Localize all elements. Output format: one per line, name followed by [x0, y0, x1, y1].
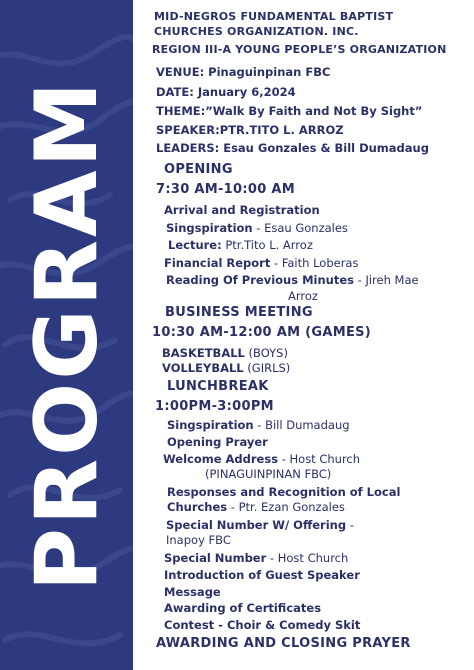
- opening-singspiration: Singspiration - Esau Gonzales: [166, 221, 348, 235]
- special-number-offering-cont: Inapoy FBC: [166, 533, 231, 547]
- intro-guest-speaker: Introduction of Guest Speaker: [164, 568, 360, 582]
- responses-line-2: Churches - Ptr. Ezan Gonzales: [167, 500, 345, 514]
- basketball: BASKETBALL (BOYS): [162, 346, 288, 360]
- contest: Contest - Choir & Comedy Skit: [164, 618, 361, 632]
- lunch-heading: LUNCHBREAK: [167, 379, 269, 394]
- welcome-address: Welcome Address - Host Church: [163, 452, 361, 466]
- theme: THEME:”Walk By Faith and Not By Sight”: [156, 104, 423, 118]
- afternoon-time: 1:00PM-3:00PM: [155, 399, 274, 414]
- volleyball: VOLLEYBALL (GIRLS): [162, 361, 291, 375]
- org-line-3: REGION III-A YOUNG PEOPLE’S ORGANIZATION: [152, 43, 447, 56]
- lecture: Lecture: Ptr.Tito L. Arroz: [168, 238, 313, 252]
- welcome-address-cont: (PINAGUINPINAN FBC): [205, 467, 332, 481]
- awarding-certificates: Awarding of Certificates: [164, 601, 322, 615]
- venue: VENUE: Pinaguinpinan FBC: [156, 65, 331, 79]
- responses-line-1: Responses and Recognition of Local: [167, 485, 401, 499]
- special-number: Special Number - Host Church: [164, 551, 349, 565]
- date: DATE: January 6,2024: [156, 85, 296, 99]
- afternoon-singspiration: Singspiration - Bill Dumadaug: [167, 418, 350, 432]
- opening-heading: OPENING: [164, 162, 233, 177]
- opening-time: 7:30 AM-10:00 AM: [156, 182, 295, 197]
- special-number-offering: Special Number W/ Offering -: [166, 518, 354, 532]
- reading-minutes: Reading Of Previous Minutes - Jireh Mae: [166, 273, 419, 287]
- opening-prayer: Opening Prayer: [167, 435, 268, 449]
- message: Message: [164, 585, 221, 599]
- org-line-1: MID-NEGROS FUNDAMENTAL BAPTIST: [154, 10, 394, 23]
- business-time: 10:30 AM-12:00 AM (GAMES): [152, 325, 372, 340]
- financial-report: Financial Report - Faith Loberas: [164, 256, 359, 270]
- program-title: PROGRAM: [17, 78, 117, 592]
- leaders: LEADERS: Esau Gonzales & Bill Dumadaug: [156, 141, 429, 155]
- speaker: SPEAKER:PTR.TITO L. ARROZ: [156, 123, 344, 137]
- reading-minutes-cont: Arroz: [288, 289, 318, 303]
- org-line-2: CHURCHES ORGANIZATION. INC.: [154, 25, 359, 38]
- arrival-registration: Arrival and Registration: [164, 203, 320, 217]
- closing-prayer: AWARDING AND CLOSING PRAYER: [156, 636, 411, 651]
- business-heading: BUSINESS MEETING: [165, 305, 313, 320]
